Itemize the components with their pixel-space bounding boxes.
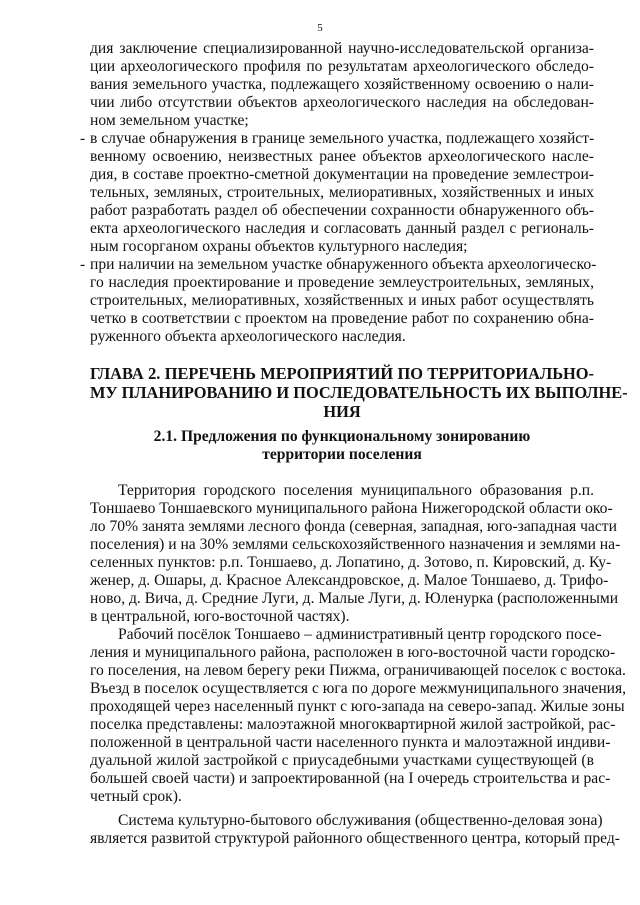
text-line: дия, в составе проектно-сметной документации на проведение землестрои- [90, 166, 594, 183]
bullet-marker: - [80, 256, 86, 273]
text-line: Въезд в поселок осуществляется с юга по дороге межмуниципального значения, [90, 680, 627, 697]
text-line: ным госорганом охраны объектов культурного наследия; [90, 238, 468, 255]
chapter-heading-line: НИЯ [323, 402, 361, 421]
text-line: екта археологического наследия и согласовать данный раздел с региональ- [90, 220, 594, 237]
text-line: является развитой структурой районного общественного центра, который пред- [90, 830, 620, 847]
text-line: Система культурно-бытового обслуживания (общественно-деловая зона) [118, 812, 603, 829]
section-heading-line: 2.1. Предложения по функциональному зонированию [153, 428, 531, 445]
text-line: селенных пунктов: р.п. Тоншаево, д. Лопатино, д. Зотово, п. Кировский, д. Ку- [90, 554, 612, 571]
chapter-heading-line: ГЛАВА 2. ПЕРЕЧЕНЬ МЕРОПРИЯТИЙ ПО ТЕРРИТОРИАЛЬНО- [90, 364, 594, 383]
text-line: тельных, земляных, строительных, мелиоративных, хозяйственных и иных [90, 184, 594, 201]
text-line: го поселения, на левом берегу реки Пижма, ограничивающей поселок с востока. [90, 662, 626, 679]
text-line: руженного объекта археологического наследия. [90, 328, 406, 345]
text-line: положенной в центральной части населенного пункта и малоэтажной индиви- [90, 734, 611, 751]
text-line: проходящей через населенный пункт с юго-запада на северо-запад. Жилые зоны [90, 698, 625, 715]
text-line: в случае обнаружения в границе земельного участка, подлежащего хозяйст- [90, 130, 595, 147]
text-line: в центральной, юго-восточной частях). [90, 608, 350, 625]
text-line: большей своей части) и запроектированной (на I очередь строительства и рас- [90, 770, 611, 787]
section-heading-line: территории поселения [262, 446, 422, 463]
text-line: четко в соответствии с проектом на проведение работ по сохранению обна- [90, 310, 594, 327]
text-line: ления и муниципального района, расположен в юго-восточной части городско- [90, 644, 616, 661]
text-line: при наличии на земельном участке обнаруженного объекта археологическо- [90, 256, 597, 273]
text-line: четный срок). [90, 788, 182, 805]
text-line: дия заключение специализированной научно-исследовательской организа- [90, 40, 594, 57]
text-line: строительных, мелиоративных, хозяйственных и иных работ осуществлять [90, 292, 594, 309]
text-line: ции археологического профиля по результатам археологического обследо- [90, 58, 594, 75]
text-line: ново, д. Вича, д. Средние Луги, д. Малые Луги, д. Юленурка (расположенными [90, 590, 619, 607]
text-line: поселения) и на 30% землями сельскохозяйственного назначения и землями на- [90, 536, 621, 553]
text-line: ло 70% занята землями лесного фонда (северная, западная, юго-западная части [90, 518, 617, 535]
text-line: Рабочий посёлок Тоншаево – административный центр городского посе- [118, 626, 602, 643]
text-line: чии либо отсутствии объектов археологического наследия на обследован- [90, 94, 594, 111]
text-line: работ разработать раздел об обеспечении сохранности обнаруженного объ- [90, 202, 594, 219]
text-line: го наследия проектирование и проведение землеустроительных, земляных, [90, 274, 594, 291]
text-line: дуальной жилой застройкой с приусадебными участками существующей (в [90, 752, 594, 769]
text-line: венному освоению, неизвестных ранее объектов археологического насле- [90, 148, 594, 165]
text-line: поселка представлены: малоэтажной многоквартирной жилой застройкой, рас- [90, 716, 616, 733]
bullet-marker: - [80, 130, 86, 147]
text-line: вания земельного участка, подлежащего хозяйственному освоению о нали- [90, 76, 594, 93]
text-line: женер, д. Ошары, д. Красное Александровское, д. Малое Тоншаево, д. Трифо- [90, 572, 609, 589]
text-line: Территория городского поселения муниципального образования р.п. [118, 482, 594, 499]
page-number: 5 [317, 22, 323, 34]
text-line: Тоншаево Тоншаевского муниципального района Нижегородской области око- [90, 500, 613, 517]
text-line: ном земельном участке; [90, 112, 249, 129]
chapter-heading-line: МУ ПЛАНИРОВАНИЮ И ПОСЛЕДОВАТЕЛЬНОСТЬ ИХ ВЫПОЛНЕ- [90, 383, 628, 402]
